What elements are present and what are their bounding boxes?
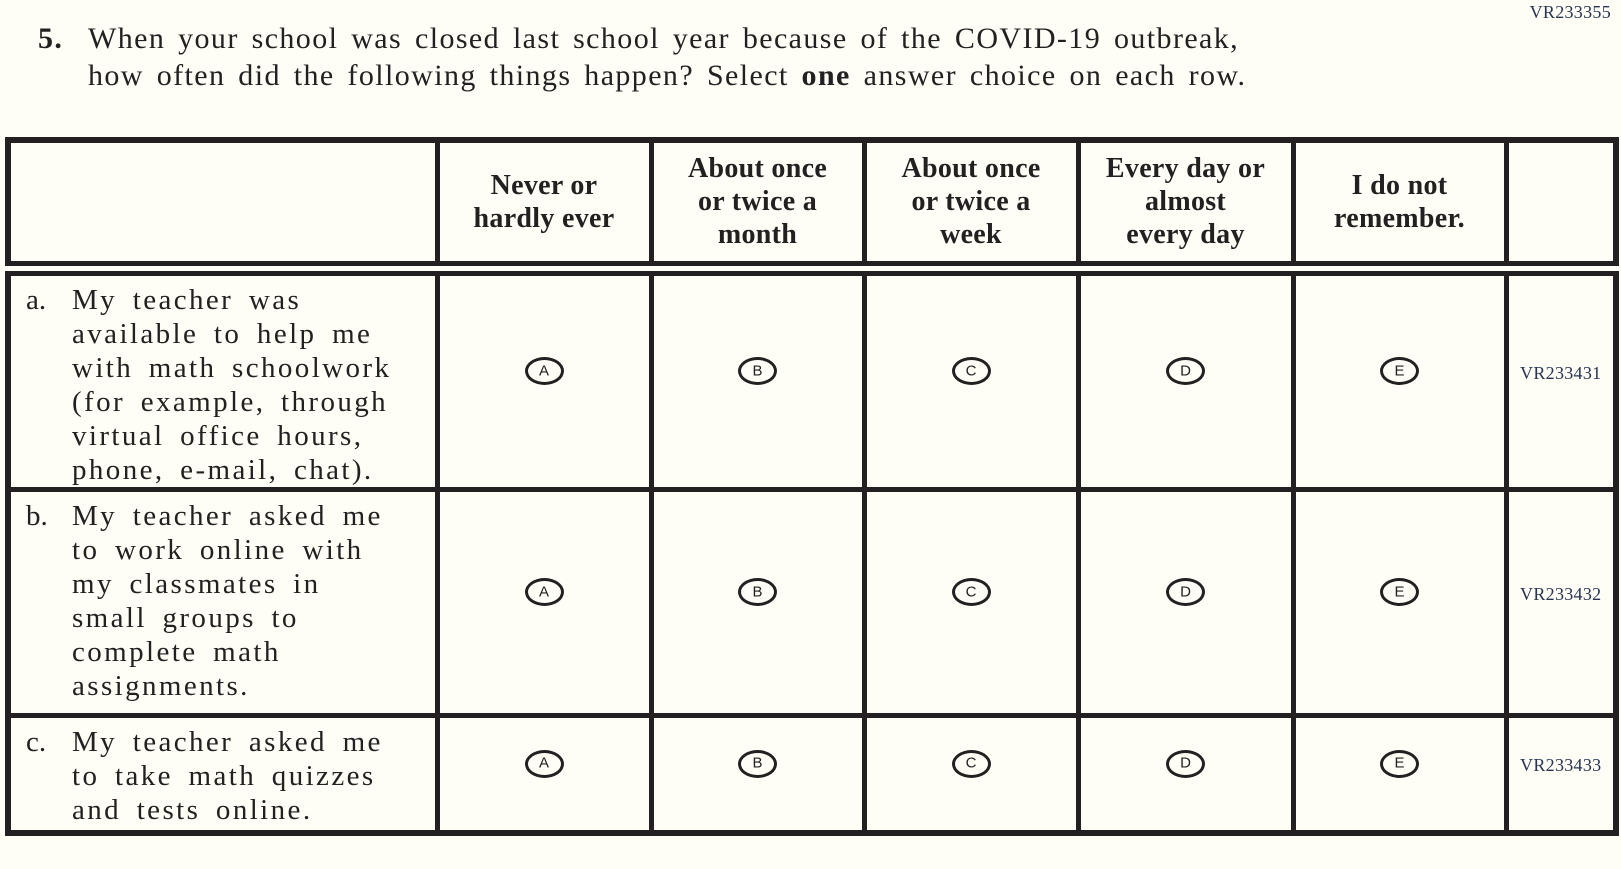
bubble-letter-A: A xyxy=(538,583,549,600)
answer-cell-b-C[interactable] xyxy=(864,489,1078,715)
row-code-c-text: VR233433 xyxy=(1520,755,1602,776)
row-code-b xyxy=(1506,489,1616,715)
answer-cell-a-D[interactable] xyxy=(1078,268,1293,489)
answer-bubble-b-E[interactable] xyxy=(1380,578,1419,606)
answer-cell-c-C[interactable] xyxy=(864,715,1078,833)
answer-bubble-c-C[interactable] xyxy=(952,750,991,778)
statement-text-c: My teacher asked me to take math quizzes and tests online. xyxy=(72,725,383,826)
answer-bubble-a-A[interactable] xyxy=(525,357,564,385)
answer-bubble-a-C[interactable] xyxy=(952,357,991,385)
answer-bubble-b-B[interactable] xyxy=(738,578,777,606)
bubble-letter-D: D xyxy=(1180,583,1191,600)
answer-cell-a-E[interactable] xyxy=(1293,268,1506,489)
bubble-letter-E: E xyxy=(1394,583,1405,600)
answer-bubble-c-E[interactable] xyxy=(1380,750,1419,778)
answer-bubble-c-D[interactable] xyxy=(1166,750,1205,778)
answer-bubble-b-C[interactable] xyxy=(952,578,991,606)
statement-cell-c xyxy=(8,715,437,833)
row-code-b-text: VR233432 xyxy=(1520,583,1602,604)
answer-bubble-b-D[interactable] xyxy=(1166,578,1205,606)
answer-bubble-a-E[interactable] xyxy=(1380,357,1419,385)
table-row-c xyxy=(8,715,1616,833)
header-do-not-remember: I do not remember. xyxy=(1293,140,1506,268)
row-letter-c: c. xyxy=(26,725,47,758)
question-line-2 xyxy=(88,57,1246,94)
header-never-or-hardly-ever: Never or hardly ever xyxy=(437,140,651,268)
answer-bubble-c-A[interactable] xyxy=(525,750,564,778)
answer-cell-a-A[interactable] xyxy=(437,268,651,489)
bubble-letter-E: E xyxy=(1394,362,1405,379)
bubble-letter-A: A xyxy=(538,754,549,772)
answer-cell-a-C[interactable] xyxy=(864,268,1078,489)
question-line-2-bold: one xyxy=(801,59,851,92)
row-code-c xyxy=(1506,715,1616,833)
bubble-letter-C: C xyxy=(965,583,977,600)
bubble-letter-D: D xyxy=(1180,362,1191,379)
answer-bubble-c-B[interactable] xyxy=(738,750,777,778)
answer-cell-c-D[interactable] xyxy=(1078,715,1293,833)
question-text xyxy=(88,20,1246,94)
bubble-letter-E: E xyxy=(1394,754,1405,772)
form-code: VR233355 xyxy=(1529,2,1611,22)
statement-text-b: My teacher asked me to work online with my classmates in small groups to complete math assignments. xyxy=(72,499,383,702)
header-every-day: Every day or almost every day xyxy=(1078,140,1293,268)
answer-cell-b-D[interactable] xyxy=(1078,489,1293,715)
answer-bubble-a-B[interactable] xyxy=(738,357,777,385)
bubble-letter-C: C xyxy=(965,754,977,772)
answer-cell-c-A[interactable] xyxy=(437,715,651,833)
row-letter-a: a. xyxy=(26,283,47,316)
statement-cell-a xyxy=(8,268,437,489)
header-statement-empty xyxy=(8,140,437,268)
answer-cell-b-E[interactable] xyxy=(1293,489,1506,715)
answer-bubble-a-D[interactable] xyxy=(1166,357,1205,385)
bubble-letter-B: B xyxy=(752,754,763,772)
table-row-b xyxy=(8,489,1616,715)
statement-text-a: My teacher was available to help me with math schoolwork (for example, through virtual office hours, phone, e-mail, chat). xyxy=(72,283,392,486)
question-line-2-pre: how often did the following things happen? Select xyxy=(88,59,802,92)
bubble-letter-D: D xyxy=(1180,754,1191,772)
answer-cell-b-B[interactable] xyxy=(651,489,864,715)
table-row-a xyxy=(8,268,1616,489)
question-block xyxy=(38,20,1246,94)
bubble-letter-C: C xyxy=(965,362,977,379)
question-line-1: When your school was closed last school year because of the COVID-19 outbreak, xyxy=(88,22,1240,55)
bubble-letter-B: B xyxy=(752,362,763,379)
statement-cell-b xyxy=(8,489,437,715)
bubble-letter-B: B xyxy=(752,583,763,600)
header-code-empty xyxy=(1506,140,1616,268)
response-grid xyxy=(5,137,1619,836)
answer-cell-c-B[interactable] xyxy=(651,715,864,833)
bubble-letter-A: A xyxy=(538,362,549,379)
question-number: 5. xyxy=(38,22,64,55)
row-code-a xyxy=(1506,268,1616,489)
answer-cell-c-E[interactable] xyxy=(1293,715,1506,833)
answer-cell-b-A[interactable] xyxy=(437,489,651,715)
header-once-twice-month: About once or twice a month xyxy=(651,140,864,268)
answer-cell-a-B[interactable] xyxy=(651,268,864,489)
row-code-a-text: VR233431 xyxy=(1520,362,1602,383)
question-line-2-post: answer choice on each row. xyxy=(850,59,1247,92)
answer-bubble-b-A[interactable] xyxy=(525,578,564,606)
row-letter-b: b. xyxy=(26,499,48,532)
header-once-twice-week: About once or twice a week xyxy=(864,140,1078,268)
header-row xyxy=(8,140,1616,268)
